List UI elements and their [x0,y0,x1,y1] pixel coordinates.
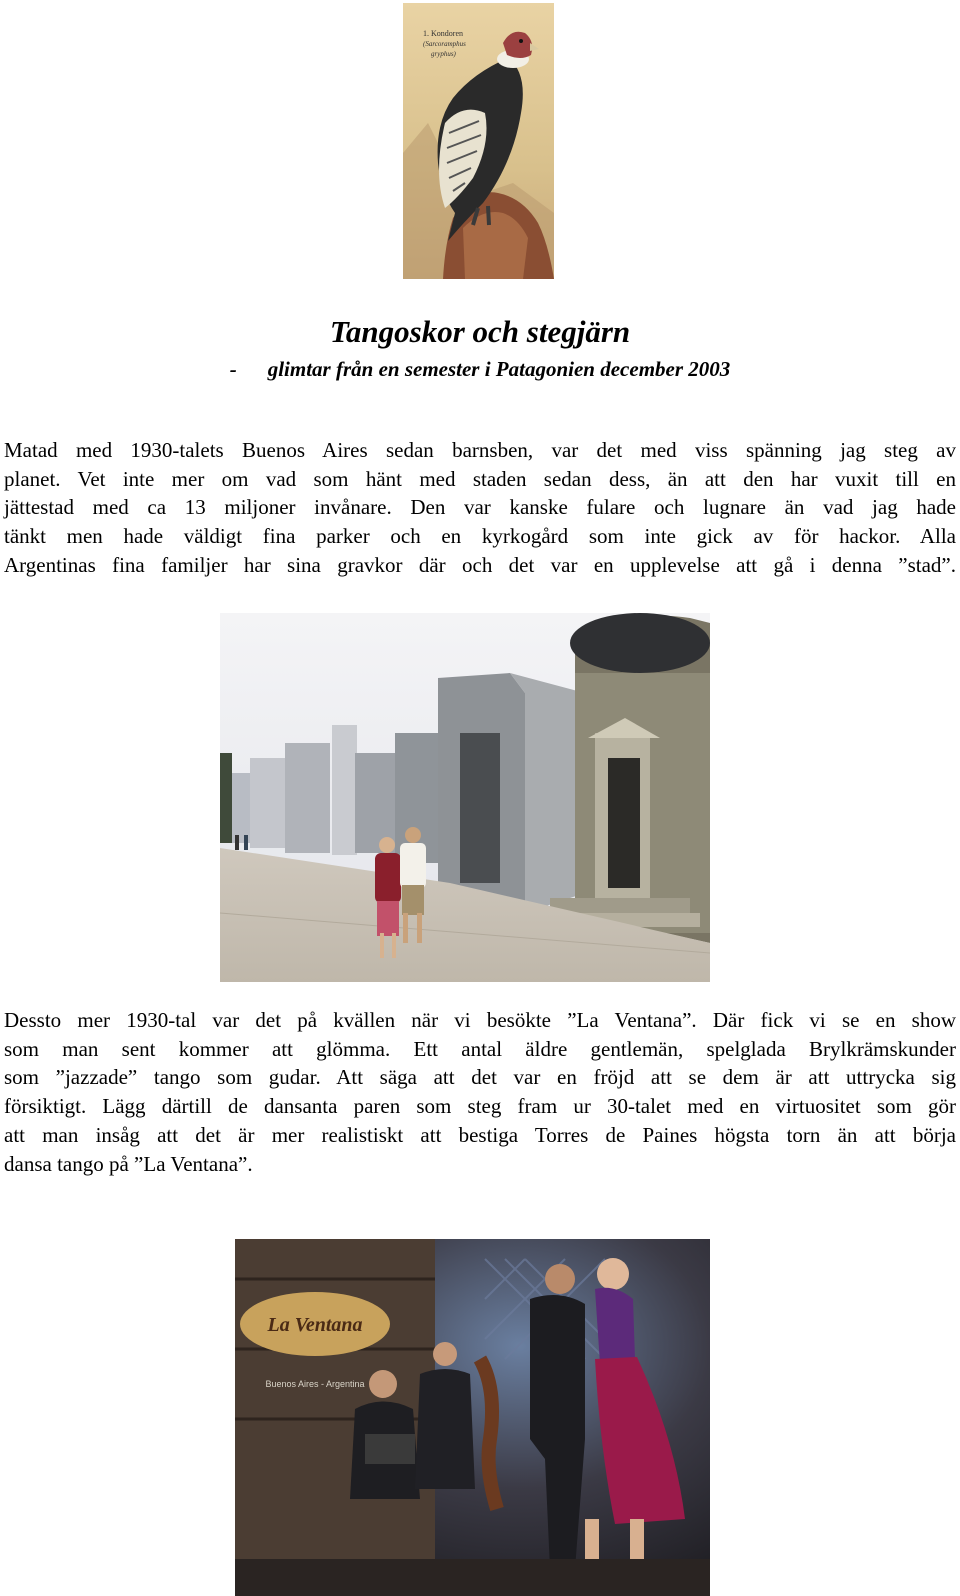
page-subtitle [0,356,960,382]
paragraph-line: Matad med 1930-talets Buenos Aires sedan barnsben, var det med viss spänning jag steg av [4,438,956,462]
cemetery-photo [220,613,710,982]
tango-sign-sub: Buenos Aires - Argentina [265,1379,365,1389]
tango-sign-text: La Ventana [267,1314,363,1336]
paragraph-line: som man sent kommer att glömma. Ett antal äldre gentlemän, spelglada Brylkrämskunder [4,1036,956,1061]
paragraph-line: tänkt men hade väldigt fina parker och en kyrkogård som inte gick av för hackor. Alla [4,524,956,549]
tango-show-photo [235,1239,710,1596]
paragraph-line: som ”jazzade” tango som gudar. Att säga att det var en fröjd att se dem är att uttrycka sig [4,1065,956,1090]
paragraph-line: Argentinas fina familjer har sina gravkor där och det var en upplevelse att gå i denna ”stad”. [4,552,956,577]
subtitle-text: glimtar från en semester i Patagonien december 2003 [267,357,731,381]
paragraph-la-ventana [4,1006,956,1178]
paragraph-line: Dessto mer 1930-tal var det på kvällen när vi besökte ”La Ventana”. Där fick vi se en show [4,1008,956,1032]
paragraph-line: att man insåg att det är mer realistiskt att bestiga Torres de Paines högsta torn än att börja [4,1122,956,1147]
paragraph-line: dansa tango på ”La Ventana”. [4,1151,253,1176]
condor-caption-2: (Sarcoramphus [423,40,466,48]
condor-illustration [403,3,554,279]
condor-caption-1: 1. Kondoren [423,29,463,38]
subtitle-dash: - [229,357,237,381]
paragraph-buenos-aires [4,436,956,580]
paragraph-line: jättestad med ca 13 miljoner invånare. Den var kanske fulare och lugnare än vad jag hade [4,495,956,520]
condor-caption-3: gryphus) [431,50,456,58]
paragraph-line: planet. Vet inte mer om vad som hänt med staden sedan dess, än att den har vuxit till en [4,466,956,491]
page-title: Tangoskor och stegjärn [329,314,631,349]
paragraph-line: försiktigt. Lägg därtill de dansanta paren som steg fram ur 30-talet med en virtuositet som gör [4,1094,956,1119]
